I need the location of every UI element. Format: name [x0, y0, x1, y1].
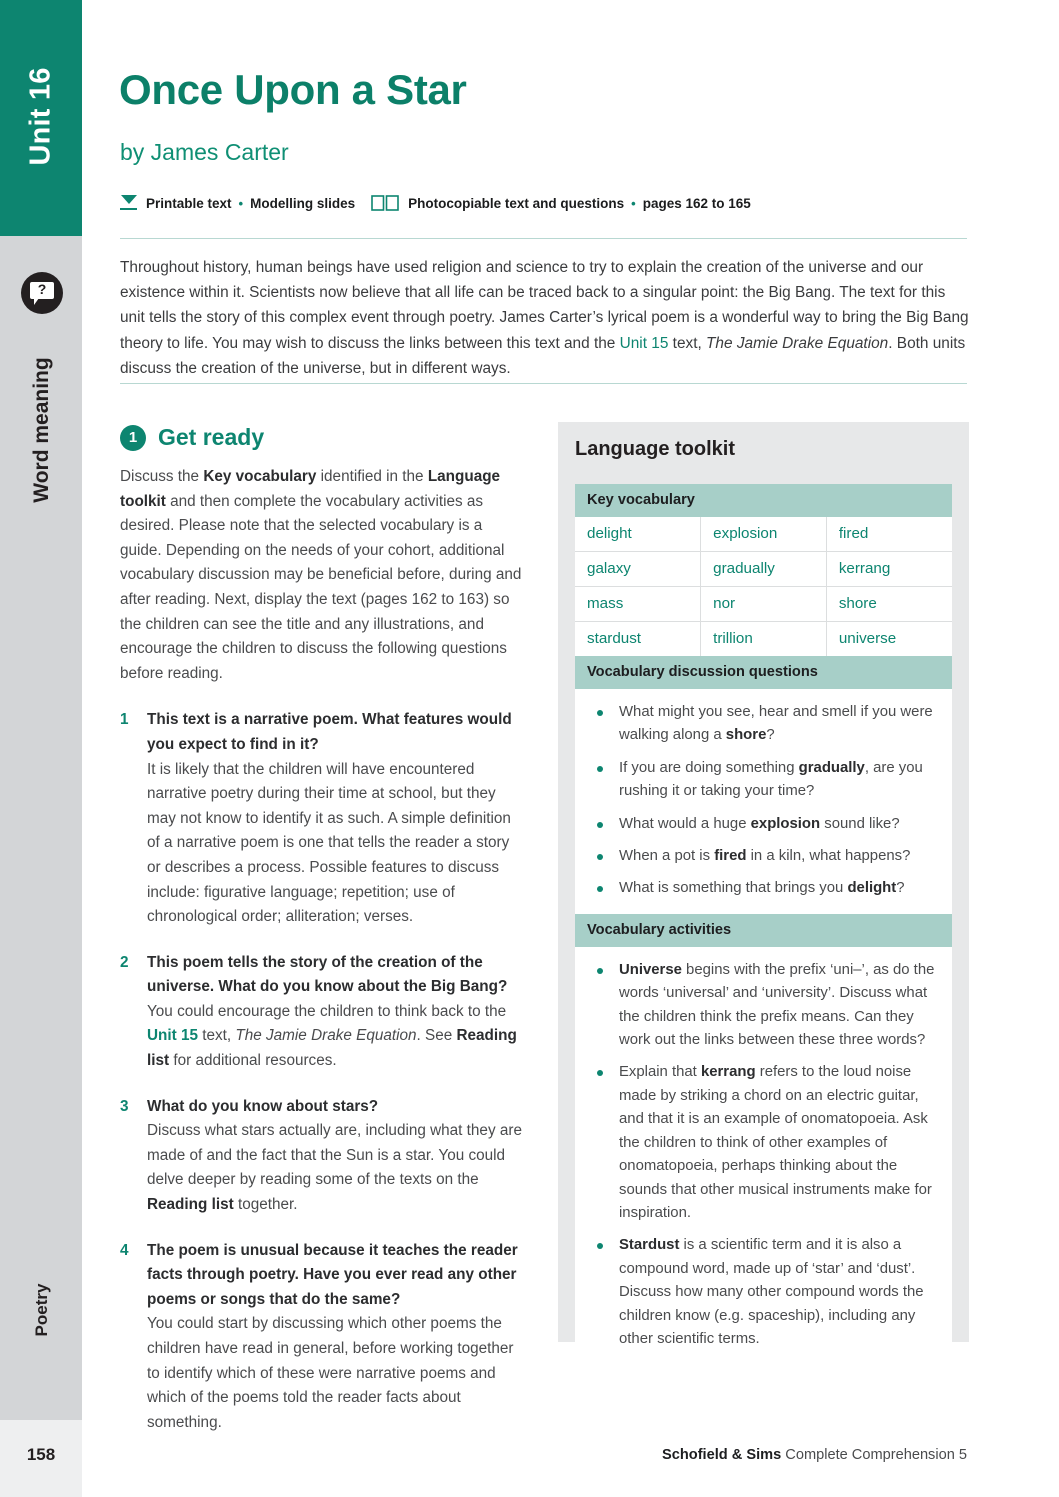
table-row	[575, 622, 952, 657]
table-row	[575, 552, 952, 587]
meta-printable-text[interactable]: Printable text	[146, 195, 232, 211]
vocab-cell: trillion	[701, 622, 827, 657]
list-item	[585, 813, 942, 836]
activity-text: refers to the loud noise made by striking a chord on an electric guitar, and that it is an example of onomatopoeia. Ask the children to think of other examples of onomatopoeia, perhaps thinking about the sounds that other musical instruments make for inspiration.	[619, 1064, 932, 1221]
list-item	[585, 845, 942, 868]
rail-label-poetry: Poetry	[32, 1283, 51, 1337]
get-ready-heading	[120, 424, 524, 451]
rail-grey-band	[0, 236, 82, 1420]
question-answer: You could start by discussing which other poems the children have read in general, before working together to identify which of these were narrative poems and which of the poems told the reader facts about something.	[147, 1315, 514, 1431]
vocabulary-activities-heading: Vocabulary activities	[575, 914, 952, 947]
author-byline: by James Carter	[120, 139, 289, 165]
vocab-cell: kerrang	[826, 552, 952, 587]
item-text-a: When a pot is	[619, 848, 715, 865]
list-item	[585, 1061, 942, 1225]
activity-keyword: kerrang	[700, 1064, 756, 1081]
question-prompt: This poem tells the story of the creation of the universe. What do you know about the Big Bang?	[147, 953, 508, 996]
table-row	[575, 587, 952, 622]
meta-pages: pages 162 to 165	[642, 195, 751, 211]
item-text-b: in a kiln, what happens?	[746, 848, 911, 865]
section-title: Get ready	[158, 424, 265, 450]
vocab-cell: stardust	[575, 622, 701, 657]
item-keyword: explosion	[750, 815, 821, 832]
word-meaning-question-bubble-icon	[21, 272, 63, 314]
intro-part-2: text,	[668, 334, 707, 352]
intro-book-title: The Jamie Drake Equation	[706, 334, 889, 352]
page-number: 158	[26, 1445, 56, 1464]
vocab-cell: fired	[826, 517, 952, 552]
activity-pre: Explain that	[619, 1064, 701, 1081]
intro-unit-link[interactable]: Unit 15	[619, 334, 669, 352]
footer-series: Complete Comprehension 5	[781, 1447, 967, 1463]
section-number-badge: 1	[120, 425, 146, 451]
answer-unit-link[interactable]: Unit 15	[147, 1027, 198, 1045]
footer	[662, 1447, 967, 1463]
get-ready-intro	[120, 465, 524, 686]
get-ready-section	[120, 424, 524, 1456]
item-text-a: What is something that brings you	[619, 880, 848, 897]
activity-keyword: Stardust	[619, 1237, 680, 1254]
answer-part-a: You could encourage the children to think back to the	[147, 1002, 507, 1020]
unit-tab[interactable]	[0, 0, 82, 236]
answer-part-a: Discuss what stars actually are, including what they are made of and the fact that the Sun is a star. You could delve deeper by reading some of the texts on the	[147, 1122, 522, 1189]
vocab-cell: galaxy	[575, 552, 701, 587]
list-item	[585, 877, 942, 900]
activity-text: begins with the prefix ‘uni–’, as do the words ‘universal’ and ‘university’. Discuss what the children think the prefix means. Can they work out the links between these three words?	[619, 961, 935, 1049]
vocab-cell: nor	[701, 587, 827, 622]
item-text-b: sound like?	[820, 815, 900, 832]
question-prompt: The poem is unusual because it teaches the reader facts through poetry. Have you ever read any other poems or songs that do the same?	[147, 1241, 518, 1308]
item-keyword: fired	[714, 848, 747, 865]
answer-reading-list: Reading list	[147, 1027, 517, 1070]
footer-brand: Schofield & Sims	[662, 1447, 782, 1463]
key-vocabulary-heading: Key vocabulary	[575, 484, 952, 517]
download-icon[interactable]	[120, 195, 138, 211]
answer-part-d: for additional resources.	[169, 1052, 337, 1070]
list-item	[585, 959, 942, 1053]
item-text-b: ?	[766, 727, 775, 744]
question-body	[147, 708, 524, 929]
question-item-3	[120, 1095, 524, 1218]
question-number: 1	[120, 711, 129, 729]
question-item-1	[120, 708, 524, 929]
question-number: 4	[120, 1241, 129, 1259]
activity-text: is a scientific term and it is also a compound word, made up of ‘star’ and ‘dust’. Discuss how many other compound words the children know (e.g. spaceship), including any other scientific terms.	[619, 1237, 924, 1347]
item-keyword: gradually	[798, 759, 865, 776]
key-vocabulary-table	[575, 517, 952, 656]
intro-part-1: Throughout history, human beings have used religion and science to try to explain the creation of the universe and our existence within it. Scientists now believe that all life can be traced back to a singular point: the Big Bang. The text for this unit tells the story of this complex event through poetry. James Carter’s lyrical poem is a wonderful way to bring the Big Bang theory to life. You may wish to discuss the links between this text and the	[120, 259, 969, 352]
answer-part-b: together.	[233, 1196, 298, 1214]
table-row	[575, 517, 952, 552]
meta-separator-2: •	[631, 195, 636, 211]
item-text-b: ?	[896, 880, 905, 897]
list-item	[585, 1234, 942, 1351]
unit-tab-label: Unit 16	[24, 67, 57, 166]
vocabulary-activities-list	[585, 959, 942, 1352]
vocab-cell: shore	[826, 587, 952, 622]
list-item	[585, 701, 942, 748]
vocab-cell: delight	[575, 517, 701, 552]
vocab-cell: universe	[838, 630, 897, 647]
item-keyword: shore	[725, 727, 767, 744]
page-title: Once Upon a Star	[119, 66, 467, 113]
resource-meta-line	[120, 194, 751, 212]
question-number: 3	[120, 1097, 129, 1115]
language-toolkit-panel	[558, 422, 969, 1347]
answer-part-b: text,	[198, 1027, 236, 1045]
language-toolkit-body	[575, 484, 952, 1364]
list-item	[585, 757, 942, 804]
divider-bottom	[120, 383, 967, 384]
gr-intro-language-toolkit: Language toolkit	[120, 468, 501, 510]
answer-part-c: . See	[416, 1027, 457, 1045]
vocab-cell: mass	[575, 587, 701, 622]
rail-label-word-meaning: Word meaning	[30, 357, 53, 503]
item-keyword: delight	[847, 880, 897, 897]
question-item-2	[120, 951, 524, 1074]
vocab-cell: explosion	[701, 517, 827, 552]
answer-reading-list: Reading list	[147, 1196, 234, 1214]
gr-intro-key-vocabulary: Key vocabulary	[203, 468, 317, 485]
intro-part-3: . Both units discuss the creation of the universe, but in different ways.	[120, 334, 966, 377]
meta-separator-1: •	[238, 195, 244, 211]
question-number: 2	[120, 953, 129, 971]
question-item-4	[120, 1239, 524, 1436]
question-prompt: What do you know about stars?	[147, 1097, 379, 1115]
activity-keyword: Universe	[619, 961, 682, 978]
discussion-questions-box	[575, 689, 952, 914]
gr-intro-a: Discuss the	[120, 468, 204, 485]
meta-photocopiable[interactable]: Photocopiable text and questions	[408, 195, 625, 211]
question-prompt: This text is a narrative poem. What features would you expect to find in it?	[147, 711, 512, 753]
item-text-a: If you are doing something	[619, 759, 799, 776]
page-number-block	[0, 1420, 82, 1497]
left-rail	[0, 0, 82, 1497]
question-body	[147, 1095, 524, 1218]
question-mark-glyph: ?	[37, 281, 47, 297]
vocabulary-activities-box	[575, 947, 952, 1365]
gr-intro-d: and then complete the vocabulary activities as desired. Please note that the selected vocabulary is a guide. Depending on the needs of your cohort, additional vocabulary discussion may be beneficial before, during and after reading. Next, display the text (pages 162 to 163) so the children can see the title and any illustrations, and encourage the children to discuss the following questions before reading.	[120, 492, 522, 682]
item-text-a: What would a huge	[619, 815, 751, 832]
discussion-questions-list	[585, 701, 942, 901]
language-toolkit-title: Language toolkit	[575, 438, 735, 460]
question-body	[147, 1239, 524, 1436]
discussion-questions-heading: Vocabulary discussion questions	[575, 656, 952, 689]
gr-intro-c: identified in the	[316, 468, 428, 485]
item-text-b: , are you rushing it or taking your time?	[619, 759, 923, 800]
divider-top	[120, 238, 967, 239]
open-book-icon[interactable]	[371, 194, 399, 212]
question-answer: It is likely that the children will have encountered narrative poetry during their time at school, but they may not know to identify it as such. A simple definition of a narrative poem is one that tells the reader a story or describes a process. Possible features to discuss include: figurative language; repetition; use of chronological order; alliteration; verses.	[147, 760, 511, 926]
item-text-a: What might you see, hear and smell if you were walking along a	[619, 704, 933, 744]
meta-modelling-slides[interactable]: Modelling slides	[250, 195, 356, 211]
intro-paragraph	[120, 255, 970, 381]
vocab-cell: gradually	[701, 552, 827, 587]
question-body	[147, 951, 524, 1074]
answer-book-title: The Jamie Drake Equation	[235, 1027, 417, 1045]
